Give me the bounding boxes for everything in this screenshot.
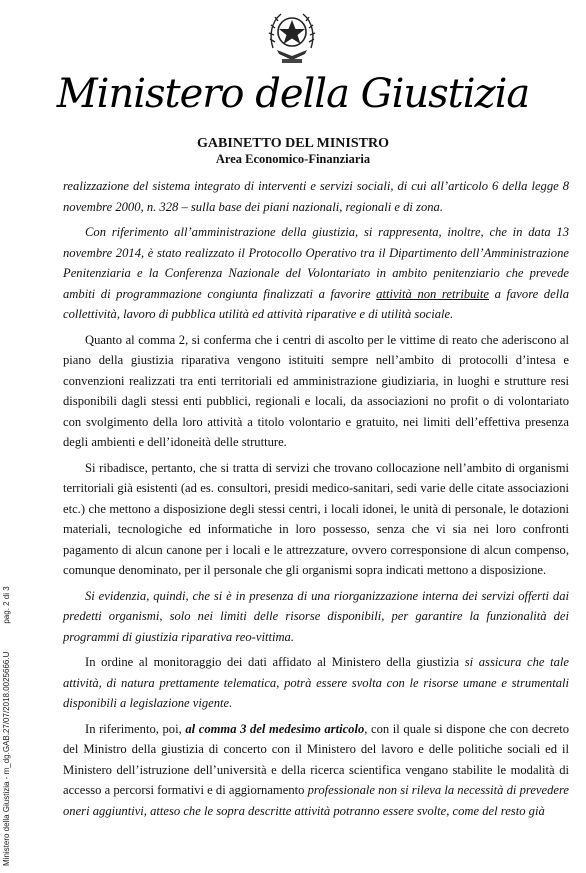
paragraph-2: Con riferimento all’amministrazione della giustizia, si rappresenta, inoltre, che in data 13 novembre 2014, è stato realizzato il Protocollo Operativo tra il Dipartimento dell’Amministrazione Penitenziaria e la Conferenza Nazionale del Volontariato in ambito penitenziario che prevede ambiti di programmazione congiunta finalizzati a favorire attività non retribuite a favore della collettività, lavoro di pubblica utilità ed attività riparative e di utilità sociale. — [63, 225, 569, 321]
paragraph-5: Si evidenzia, quindi, che si è in presenza di una riorganizzazione interna dei servizi offerti dai predetti organismi, solo nei limiti delle risorse disponibili, per garantire la funzionalità dei programmi di giustizia riparativa reo-vittima. — [63, 588, 569, 644]
protocol-number: Ministero della Giustizia - m_dg.GAB.27/07/2018.0025666.U — [2, 651, 11, 866]
letter-body — [63, 176, 569, 826]
republic-emblem-icon — [265, 8, 319, 66]
protocol-margin-note — [2, 586, 11, 866]
paragraph-6: In ordine al monitoraggio dei dati affidato al Ministero della giustizia si assicura che tale attività, di natura prettamente telematica, potrà essere svolta con le risorse umane e strumentali disponibili a legislazione vigente. — [63, 655, 570, 710]
office-heading: GABINETTO DEL MINISTRO — [197, 136, 389, 151]
ministry-title: Ministero della Giustizia — [56, 71, 530, 117]
paragraph-3: Quanto al comma 2, si conferma che i centri di ascolto per le vittime di reato che aderiscono al piano della giustizia riparativa vengono istituiti sempre nell’ambito di protocolli d’intesa e convenzioni realizzati tra enti territoriali ed amministrazione giudiziaria, in luoghi e strutture resi disponibili dagli stessi enti pubblici, regionali e locali, da associazioni no profit o di volontariato con svolgimento della loro attività a titolo volontario e gratuito, nei limiti dell’effettiva presenza degli ambienti e dell’idoneità delle strutture. — [63, 332, 569, 449]
paragraph-4: Si ribadisce, pertanto, che si tratta di servizi che trovano collocazione nell’ambito di organismi territoriali già esistenti (ad es. consultori, presidi medico-sanitari, sedi varie delle citate associazioni etc.) che mettono a disposizione degli stessi centri, i locali idonei, le unità di personale, le dotazioni materiali, tecnologiche ed informatiche in loro possesso, senza che vi sia nei loro confronti pagamento di alcun canone per i locali e le attrezzature, ovvero corresponsione di alcun compenso, comunque denominato, per il personale che gli organismi sopra indicati mettono a disposizione. — [63, 460, 569, 577]
area-subheading: Area Economico-Finanziaria — [215, 152, 371, 166]
paragraph-1: realizzazione del sistema integrato di interventi e servizi sociali, di cui all’articolo 6 della legge 8 novembre 2000, n. 328 – sulla base dei piani nazionali, regionali e di zona. — [63, 179, 569, 214]
paragraph-7: In riferimento, poi, al comma 3 del medesimo articolo, con il quale si dispone che con decreto del Ministro della giustizia di concerto con il Ministero del lavoro e delle politiche sociali ed il Ministero dell’istruzione dell’università e della ricerca scientifica vengano stabilite le modalità di accesso a percorsi formativi e di aggiornamento professionale non si rileva la necessità di prevedere oneri aggiuntivi, atteso che le sopra descritte attività potranno essere svolte, come del resto già — [63, 721, 570, 818]
page-number: pag. 2 di 3 — [2, 586, 11, 624]
